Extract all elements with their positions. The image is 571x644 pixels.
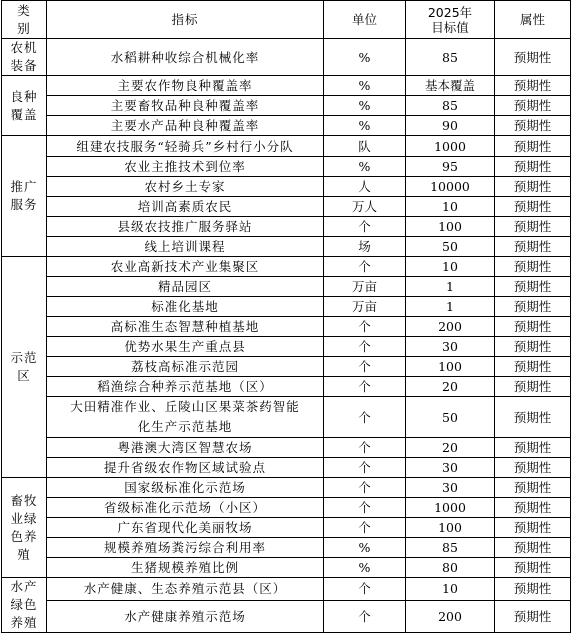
attribute-cell: 预期性: [495, 357, 571, 377]
category-line: 业绿: [10, 510, 38, 526]
category-line: 良种: [10, 88, 38, 104]
table-row: [2, 116, 571, 136]
indicator-cell: 稻渔综合种养示范基地（区）: [47, 377, 324, 397]
unit-cell: 个: [324, 257, 406, 277]
indicator-cell: 精品园区: [47, 277, 324, 297]
target-cell: 10: [406, 257, 495, 277]
target-cell: 10: [406, 578, 495, 601]
indicator-cell: 组建农技服务“轻骑兵”乡村行小分队: [47, 136, 324, 157]
indicator-cell: 荔枝高标准示范园: [47, 357, 324, 377]
unit-cell: 万亩: [324, 297, 406, 317]
unit-cell: 个: [324, 397, 406, 438]
target-cell: 基本覆盖: [406, 76, 495, 96]
target-cell: 200: [406, 317, 495, 337]
attribute-cell: 预期性: [495, 438, 571, 458]
target-cell: 1: [406, 277, 495, 297]
target-cell: 85: [406, 96, 495, 116]
indicator-cell: 广东省现代化美丽牧场: [47, 518, 324, 538]
category-line: 养殖: [10, 615, 38, 630]
unit-cell: 个: [324, 458, 406, 478]
attribute-cell: 预期性: [495, 157, 571, 177]
attribute-cell: 预期性: [495, 76, 571, 96]
unit-cell: 个: [324, 317, 406, 337]
attribute-cell: 预期性: [495, 337, 571, 357]
indicator-cell: 粤港澳大湾区智慧农场: [47, 438, 324, 458]
indicator-cell: 线上培训课程: [47, 237, 324, 257]
header-category-line: 类: [17, 2, 31, 18]
unit-cell: 个: [324, 377, 406, 397]
indicator-line: 大田精准作业、丘陵山区果菜茶药智能: [70, 399, 300, 414]
target-cell: 85: [406, 39, 495, 76]
table-row: [2, 578, 571, 601]
indicator-cell: 主要水产品种良种覆盖率: [47, 116, 324, 136]
category-cell: [2, 257, 47, 478]
header-indicator: 指标: [47, 1, 324, 39]
category-line: 色养: [10, 528, 38, 544]
unit-cell: %: [324, 76, 406, 96]
attribute-cell: 预期性: [495, 177, 571, 197]
indicator-cell: 规模养殖场粪污综合利用率: [47, 538, 324, 558]
target-cell: 90: [406, 116, 495, 136]
unit-cell: 个: [324, 337, 406, 357]
table-row: [2, 177, 571, 197]
category-cell: [2, 578, 47, 633]
table-row: [2, 76, 571, 96]
attribute-cell: 预期性: [495, 39, 571, 76]
header-category-line: 别: [17, 20, 31, 36]
table-row: [2, 197, 571, 217]
attribute-cell: 预期性: [495, 217, 571, 237]
indicator-cell: 县级农技推广服务驿站: [47, 217, 324, 237]
category-line: 覆盖: [10, 106, 38, 122]
table-row: [2, 277, 571, 297]
target-cell: 100: [406, 518, 495, 538]
attribute-cell: 预期性: [495, 498, 571, 518]
attribute-cell: 预期性: [495, 257, 571, 277]
header-target-line: 目标值: [431, 19, 469, 35]
target-cell: 20: [406, 377, 495, 397]
table-row: [2, 397, 571, 438]
indicator-cell: 国家级标准化示范场: [47, 478, 324, 498]
indicator-cell: 培训高素质农民: [47, 197, 324, 217]
table-row: [2, 357, 571, 377]
target-cell: 30: [406, 458, 495, 478]
unit-cell: 万亩: [324, 277, 406, 297]
category-line: 装备: [10, 58, 38, 73]
target-cell: 30: [406, 478, 495, 498]
indicator-cell: 水产健康养殖示范场: [47, 600, 324, 632]
header-row: [2, 1, 571, 39]
attribute-cell: 预期性: [495, 518, 571, 538]
category-line: 畜牧: [10, 492, 38, 508]
unit-cell: %: [324, 157, 406, 177]
category-line: 殖: [17, 546, 31, 562]
target-cell: 1: [406, 297, 495, 317]
table-row: [2, 478, 571, 498]
table-row: [2, 558, 571, 578]
attribute-cell: 预期性: [495, 600, 571, 632]
attribute-cell: 预期性: [495, 136, 571, 157]
header-unit: 单位: [324, 1, 406, 39]
category-line: 推广: [10, 179, 38, 194]
unit-cell: %: [324, 116, 406, 136]
unit-cell: 个: [324, 578, 406, 601]
attribute-cell: 预期性: [495, 197, 571, 217]
indicator-cell: 水稻耕种收综合机械化率: [47, 39, 324, 76]
unit-cell: %: [324, 39, 406, 76]
attribute-cell: 预期性: [495, 377, 571, 397]
table-row: [2, 136, 571, 157]
unit-cell: 个: [324, 217, 406, 237]
target-cell: 95: [406, 157, 495, 177]
table-row: [2, 157, 571, 177]
table-row: [2, 297, 571, 317]
indicator-cell: [47, 397, 324, 438]
table-row: [2, 317, 571, 337]
attribute-cell: 预期性: [495, 237, 571, 257]
target-cell: 80: [406, 558, 495, 578]
attribute-cell: 预期性: [495, 116, 571, 136]
unit-cell: 场: [324, 237, 406, 257]
attribute-cell: 预期性: [495, 96, 571, 116]
unit-cell: 队: [324, 136, 406, 157]
table-row: [2, 96, 571, 116]
unit-cell: 个: [324, 357, 406, 377]
unit-cell: 万人: [324, 197, 406, 217]
indicator-cell: 主要畜牧品种良种覆盖率: [47, 96, 324, 116]
header-category: [2, 1, 47, 39]
category-line: 示范: [10, 350, 38, 365]
category-cell: [2, 76, 47, 136]
indicator-cell: 主要农作物良种覆盖率: [47, 76, 324, 96]
table-row: [2, 538, 571, 558]
table-row: [2, 337, 571, 357]
header-attribute: 属性: [495, 1, 571, 39]
indicator-line: 化生产示范基地: [137, 419, 233, 434]
attribute-cell: 预期性: [495, 317, 571, 337]
unit-cell: 个: [324, 498, 406, 518]
indicator-cell: 农村乡土专家: [47, 177, 324, 197]
unit-cell: 个: [324, 518, 406, 538]
attribute-cell: 预期性: [495, 578, 571, 601]
category-line: 水产: [10, 579, 38, 594]
indicator-table: [1, 0, 571, 633]
attribute-cell: 预期性: [495, 478, 571, 498]
category-line: 农机: [10, 40, 38, 55]
unit-cell: %: [324, 538, 406, 558]
unit-cell: 个: [324, 478, 406, 498]
attribute-cell: 预期性: [495, 538, 571, 558]
indicator-cell: 省级标准化示范场（小区）: [47, 498, 324, 518]
indicator-cell: 提升省级农作物区域试验点: [47, 458, 324, 478]
table-row: [2, 458, 571, 478]
target-cell: 50: [406, 237, 495, 257]
table-row: [2, 39, 571, 76]
header-target-line: 2025年: [427, 4, 473, 20]
target-cell: 1000: [406, 498, 495, 518]
attribute-cell: 预期性: [495, 558, 571, 578]
category-line: 绿色: [10, 597, 38, 612]
unit-cell: 个: [324, 600, 406, 632]
table-row: [2, 257, 571, 277]
target-cell: 50: [406, 397, 495, 438]
category-line: 服务: [10, 197, 38, 212]
target-cell: 1000: [406, 136, 495, 157]
target-cell: 10000: [406, 177, 495, 197]
table-row: [2, 600, 571, 632]
category-line: 区: [17, 368, 31, 383]
indicator-cell: 水产健康、生态养殖示范县（区）: [47, 578, 324, 601]
table-row: [2, 438, 571, 458]
target-cell: 85: [406, 538, 495, 558]
target-cell: 200: [406, 600, 495, 632]
category-cell: [2, 39, 47, 76]
unit-cell: %: [324, 558, 406, 578]
table-row: [2, 498, 571, 518]
target-cell: 100: [406, 217, 495, 237]
table-row: [2, 377, 571, 397]
target-cell: 10: [406, 197, 495, 217]
table-row: [2, 518, 571, 538]
target-cell: 30: [406, 337, 495, 357]
unit-cell: %: [324, 96, 406, 116]
indicator-cell: 农业高新技术产业集聚区: [47, 257, 324, 277]
indicator-cell: 农业主推技术到位率: [47, 157, 324, 177]
indicator-cell: 高标准生态智慧种植基地: [47, 317, 324, 337]
category-cell: [2, 136, 47, 257]
unit-cell: 个: [324, 438, 406, 458]
unit-cell: 人: [324, 177, 406, 197]
indicator-cell: 标准化基地: [47, 297, 324, 317]
table-row: [2, 217, 571, 237]
indicator-cell: 优势水果生产重点县: [47, 337, 324, 357]
attribute-cell: 预期性: [495, 397, 571, 438]
target-cell: 20: [406, 438, 495, 458]
indicator-cell: 生猪规模养殖比例: [47, 558, 324, 578]
attribute-cell: 预期性: [495, 458, 571, 478]
header-target: [406, 1, 495, 39]
attribute-cell: 预期性: [495, 277, 571, 297]
target-cell: 100: [406, 357, 495, 377]
table-row: [2, 237, 571, 257]
attribute-cell: 预期性: [495, 297, 571, 317]
category-cell: [2, 478, 47, 578]
